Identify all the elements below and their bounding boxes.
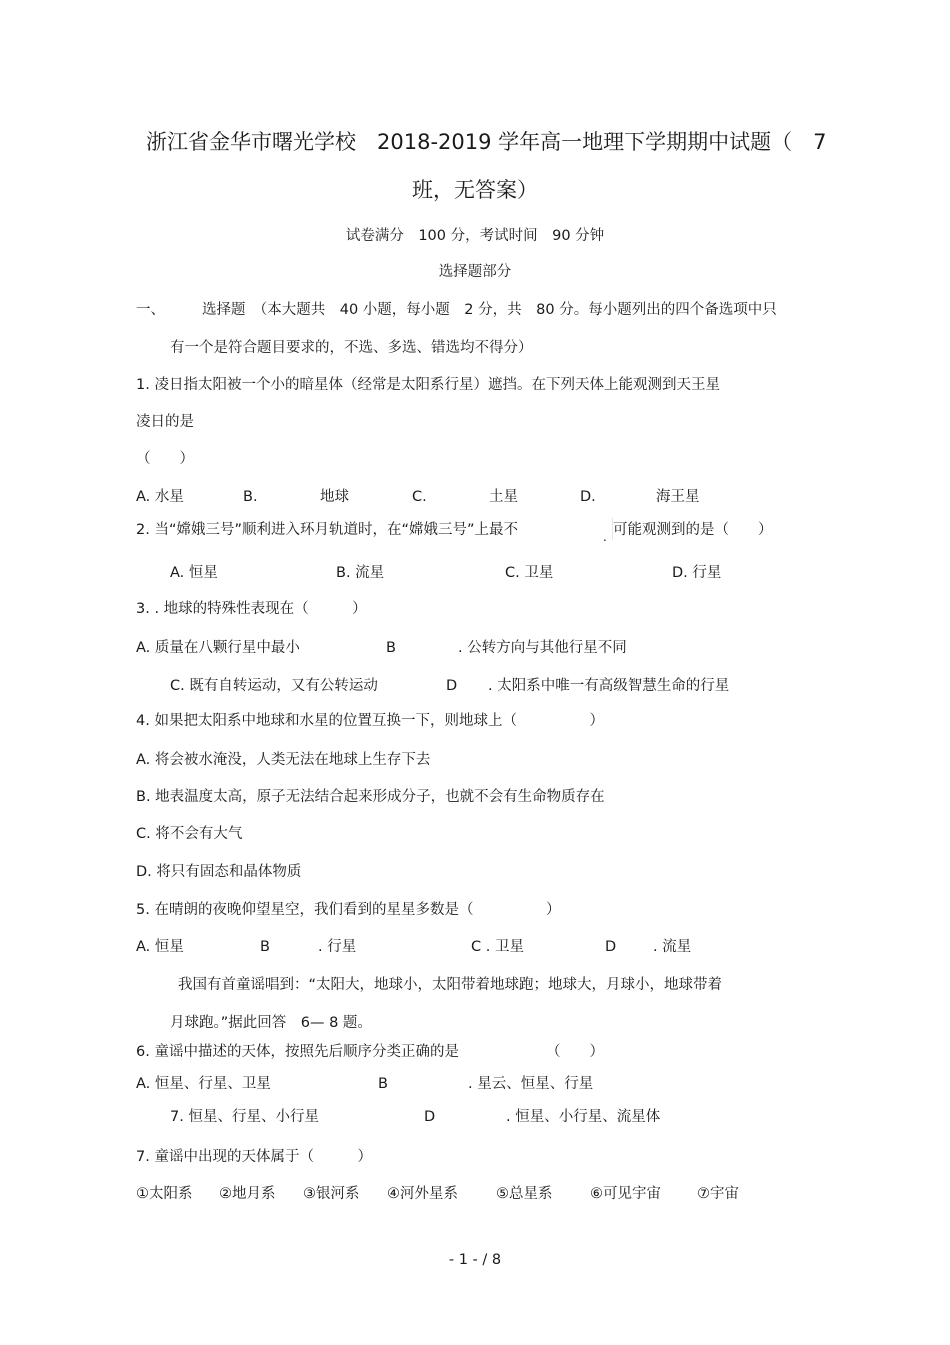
q6-answer-paren: （ ） [546, 1044, 604, 1060]
q7-choice-6: ⑥可见宇宙 [590, 1186, 661, 1202]
q7-choice-3: ③银河系 [303, 1186, 360, 1202]
part1-instructions: 选择题 （本大题共 40 小题，每小题 2 分，共 80 分。每小题列出的四个备选项中只 [202, 302, 777, 318]
q4-option-d: D. 将只有固态和晶体物质 [136, 864, 302, 880]
q2-option-b: B. 流星 [336, 565, 385, 581]
q5-stem: 5. 在晴朗的夜晚仰望星空，我们看到的星星多数是（ ） [136, 902, 561, 918]
q1-option-a: A. 水星 [136, 489, 184, 505]
q5-option-c: C . 卫星 [471, 939, 524, 955]
q6-option-d-text: . 恒星、小行星、流星体 [506, 1109, 661, 1125]
q1-stem: 1. 凌日指太阳被一个小的暗星体（经常是太阳系行星）遮挡。在下列天体上能观测到天王星 [136, 377, 720, 393]
q4-option-b: B. 地表温度太高，原子无法结合起来形成分子，也就不会有生命物质存在 [136, 789, 605, 805]
q6-stem: 6. 童谣中描述的天体，按照先后顺序分类正确的是 [136, 1044, 459, 1060]
q4-option-a: A. 将会被水淹没，人类无法在地球上生存下去 [136, 752, 431, 768]
q4-option-c: C. 将不会有大气 [136, 826, 243, 842]
q5-option-d-text: . 流星 [653, 939, 692, 955]
passage-line1: 我国有首童谣唱到：“太阳大，地球小，太阳带着地球跑；地球大，月球小，地球带着 [178, 977, 723, 993]
q5-option-b-text: . 行星 [318, 939, 357, 955]
q5-option-b-letter: B [260, 939, 270, 955]
doc-title-line2: 班，无答案） [412, 178, 538, 202]
page-number: - 1 - / 8 [448, 1252, 502, 1268]
q5-option-a: A. 恒星 [136, 939, 184, 955]
q2-emphasis-dot: . [603, 530, 607, 544]
q1-option-b-text: 地球 [320, 489, 349, 505]
q3-option-d-text: . 太阳系中唯一有高级智慧生命的行星 [488, 678, 730, 694]
q6-option-b-text: . 星云、恒星、行星 [468, 1076, 594, 1092]
q6-option-d-letter: D [424, 1109, 436, 1125]
q1-answer-paren: （ ） [136, 451, 194, 467]
part1-number: 一、 [136, 302, 165, 318]
q7-stem: 7. 童谣中出现的天体属于（ ） [136, 1149, 372, 1165]
q7-choice-7: ⑦宇宙 [697, 1186, 739, 1202]
q7-choice-1: ①太阳系 [136, 1186, 193, 1202]
section-title: 选择题部分 [438, 264, 512, 280]
passage-line2: 月球跑。”据此回答 6— 8 题。 [170, 1015, 372, 1031]
q1-option-b-letter: B. [243, 489, 258, 505]
q3-stem: 3. . 地球的特殊性表现在（ ） [136, 601, 367, 617]
q2-option-a: A. 恒星 [170, 565, 218, 581]
q7-choice-5: ⑤总星系 [496, 1186, 553, 1202]
q6-option-c: 7. 恒星、行星、小行星 [170, 1109, 319, 1125]
doc-title-line1: 浙江省金华市曙光学校 2018-2019 学年高一地理下学期期中试题（ 7 [146, 130, 827, 154]
q6-option-b-letter: B [378, 1076, 388, 1092]
q2-option-c: C. 卫星 [505, 565, 554, 581]
q6-option-a: A. 恒星、行星、卫星 [136, 1076, 271, 1092]
q7-choice-2: ②地月系 [219, 1186, 276, 1202]
q3-option-a: A. 质量在八颗行星中最小 [136, 640, 300, 656]
q7-choice-4: ④河外星系 [387, 1186, 458, 1202]
q1-stem-cont: 凌日的是 [136, 414, 194, 430]
q2-option-d: D. 行星 [672, 565, 722, 581]
q1-option-c-letter: C. [412, 489, 427, 505]
q3-option-c: C. 既有自转运动，又有公转运动 [170, 678, 378, 694]
q3-option-b-text: . 公转方向与其他行星不同 [458, 640, 627, 656]
q5-option-d-letter: D [605, 939, 617, 955]
q2-stem-tail: 可能观测到的是（ ） [613, 522, 773, 538]
q1-option-c-text: 土星 [489, 489, 518, 505]
q4-stem: 4. 如果把太阳系中地球和水星的位置互换一下，则地球上（ ） [136, 713, 604, 729]
q3-option-d-letter: D [446, 678, 458, 694]
exam-info: 试卷满分 100 分，考试时间 90 分钟 [345, 228, 605, 244]
part1-instructions-cont: 有一个是符合题目要求的，不选、多选、错选均不得分） [170, 340, 533, 356]
q3-option-b-letter: B [386, 640, 396, 656]
q2-stem: 2. 当“嫦娥三号”顺利进入环月轨道时，在“嫦娥三号”上最不 [136, 522, 518, 538]
q1-option-d-letter: D. [580, 489, 596, 505]
q1-option-d-text: 海王星 [656, 489, 700, 505]
